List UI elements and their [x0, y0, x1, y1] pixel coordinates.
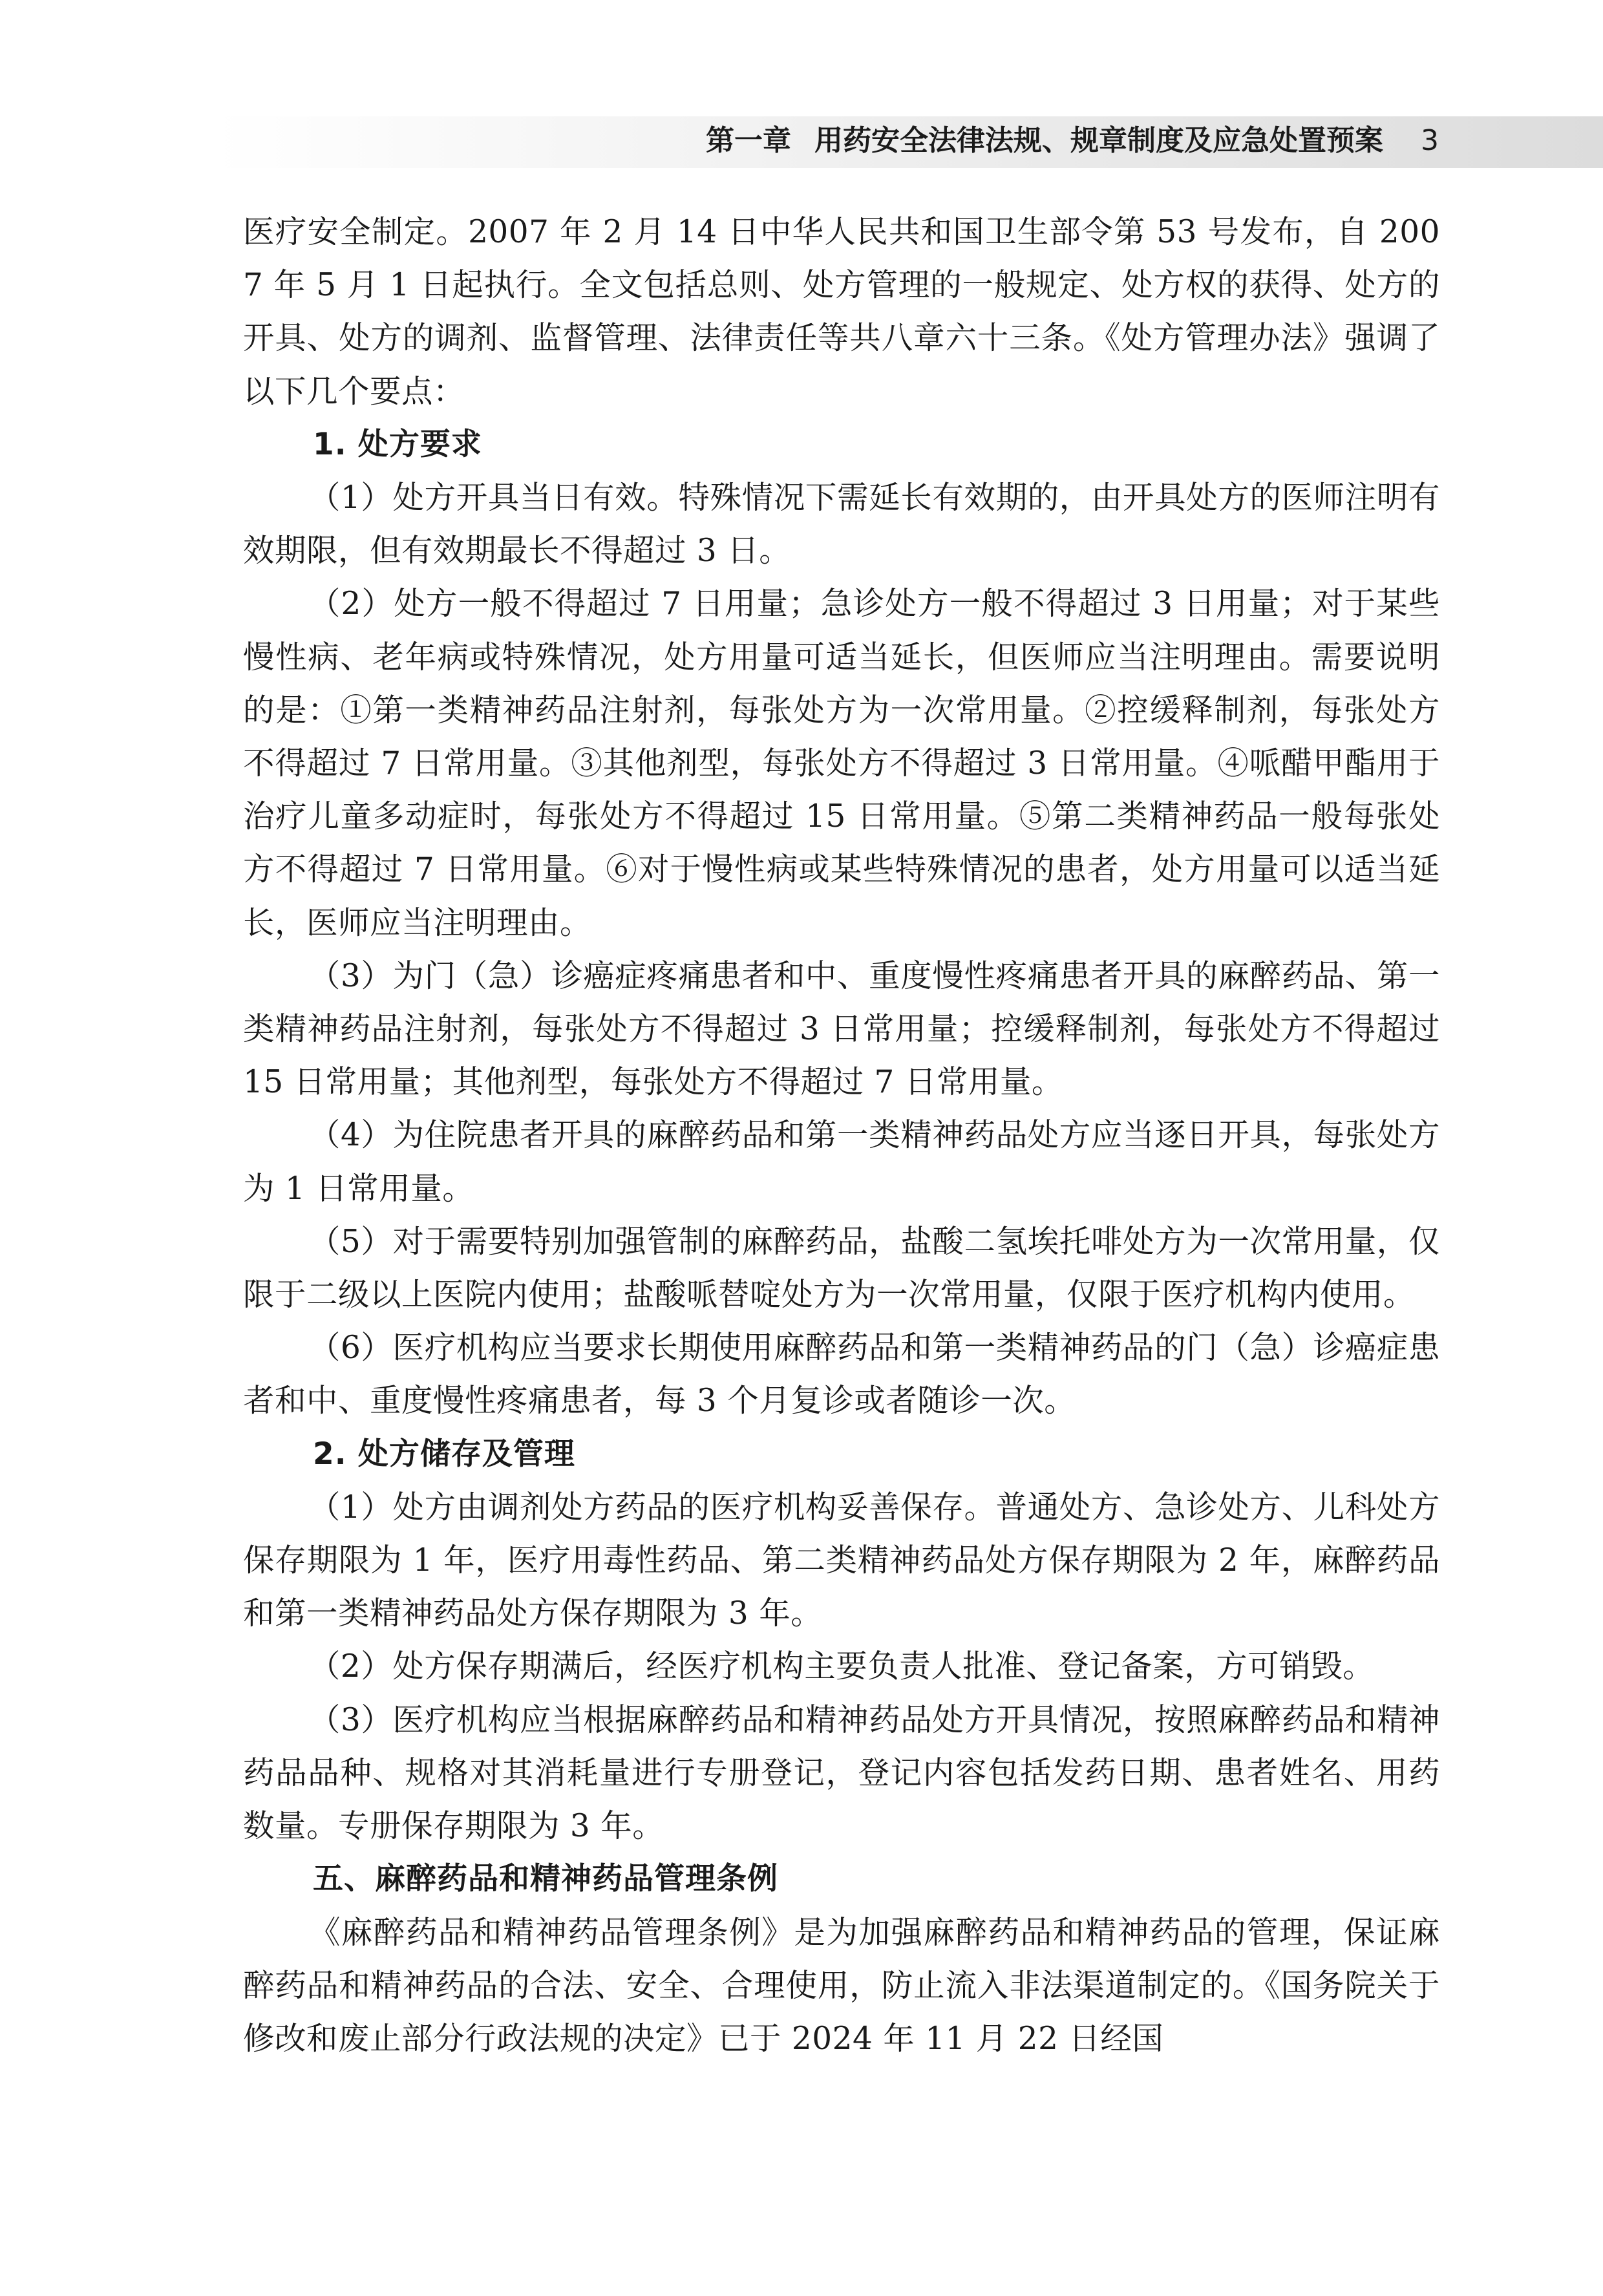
- chapter-title: [706, 123, 1383, 159]
- section-heading-narcotics-regulation: 五、麻醉药品和精神药品管理条例: [313, 1861, 778, 1897]
- chapter-name: 用药安全法律法规、规章制度及应急处置预案: [814, 124, 1383, 157]
- paragraph: （6）医疗机构应当要求长期使用麻醉药品和第一类精神药品的门（急）诊癌症患者和中、重度慢性疼痛患者，每 3 个月复诊或者随诊一次。: [243, 1330, 1440, 1419]
- section-heading-prescription-storage: 2. 处方储存及管理: [313, 1436, 575, 1472]
- section-heading-prescription-requirements: 1. 处方要求: [313, 426, 482, 462]
- paragraph: （1）处方开具当日有效。特殊情况下需延长有效期的，由开具处方的医师注明有效期限，但有效期最长不得超过 3 日。: [243, 480, 1440, 569]
- paragraph: （2）处方一般不得超过 7 日用量；急诊处方一般不得超过 3 日用量；对于某些慢性病、老年病或特殊情况，处方用量可适当延长，但医师应当注明理由。需要说明的是：①第一类精神药品注射剂，每张处方为一次常用量。②控缓释制剂，每张处方不得超过 7 日常用量。③其他剂型，每张处方不得超过 3 日常用量。④哌醋甲酯用于治疗儿童多动症时，每张处方不得超过 15 日常用量。⑤第二类精神药品一般每张处方不得超过 7 日常用量。⑥对于慢性病或某些特殊情况的患者，处方用量可以适当延长，医师应当注明理由。: [243, 586, 1440, 941]
- paragraph: （5）对于需要特别加强管制的麻醉药品，盐酸二氢埃托啡处方为一次常用量，仅限于二级以上医院内使用；盐酸哌替啶处方为一次常用量，仅限于医疗机构内使用。: [243, 1223, 1440, 1313]
- intro-paragraph: 医疗安全制定。2007 年 2 月 14 日中华人民共和国卫生部令第 53 号发布，自 2007 年 5 月 1 日起执行。全文包括总则、处方管理的一般规定、处方权的获得、处方的开具、处方的调剂、监督管理、法律责任等共八章六十三条。《处方管理办法》强调了以下几个要点：: [243, 214, 1440, 410]
- paragraph: （1）处方由调剂处方药品的医疗机构妥善保存。普通处方、急诊处方、儿科处方保存期限为 1 年，医疗用毒性药品、第二类精神药品处方保存期限为 2 年，麻醉药品和第一类精神药品处方保存期限为 3 年。: [243, 1489, 1440, 1632]
- paragraph: （4）为住院患者开具的麻醉药品和第一类精神药品处方应当逐日开具，每张处方为 1 日常用量。: [243, 1117, 1440, 1207]
- paragraph: （3）医疗机构应当根据麻醉药品和精神药品处方开具情况，按照麻醉药品和精神药品品种、规格对其消耗量进行专册登记，登记内容包括发药日期、患者姓名、用药数量。专册保存期限为 3 年。: [243, 1701, 1440, 1845]
- paragraph: （2）处方保存期满后，经医疗机构主要负责人批准、登记备案，方可销毁。: [308, 1648, 1375, 1685]
- paragraph: （3）为门（急）诊癌症疼痛患者和中、重度慢性疼痛患者开具的麻醉药品、第一类精神药品注射剂，每张处方不得超过 3 日常用量；控缓释制剂，每张处方不得超过 15 日常用量；其他剂型，每张处方不得超过 7 日常用量。: [243, 957, 1440, 1101]
- body-text: [243, 206, 1440, 2065]
- paragraph: 《麻醉药品和精神药品管理条例》是为加强麻醉药品和精神药品的管理，保证麻醉药品和精神药品的合法、安全、合理使用，防止流入非法渠道制定的。《国务院关于修改和废止部分行政法规的决定》已于 2024 年 11 月 22 日经国: [243, 1914, 1440, 2057]
- page-number: 3: [1421, 124, 1439, 157]
- running-header: [213, 116, 1603, 168]
- chapter-label: 第一章: [706, 124, 791, 157]
